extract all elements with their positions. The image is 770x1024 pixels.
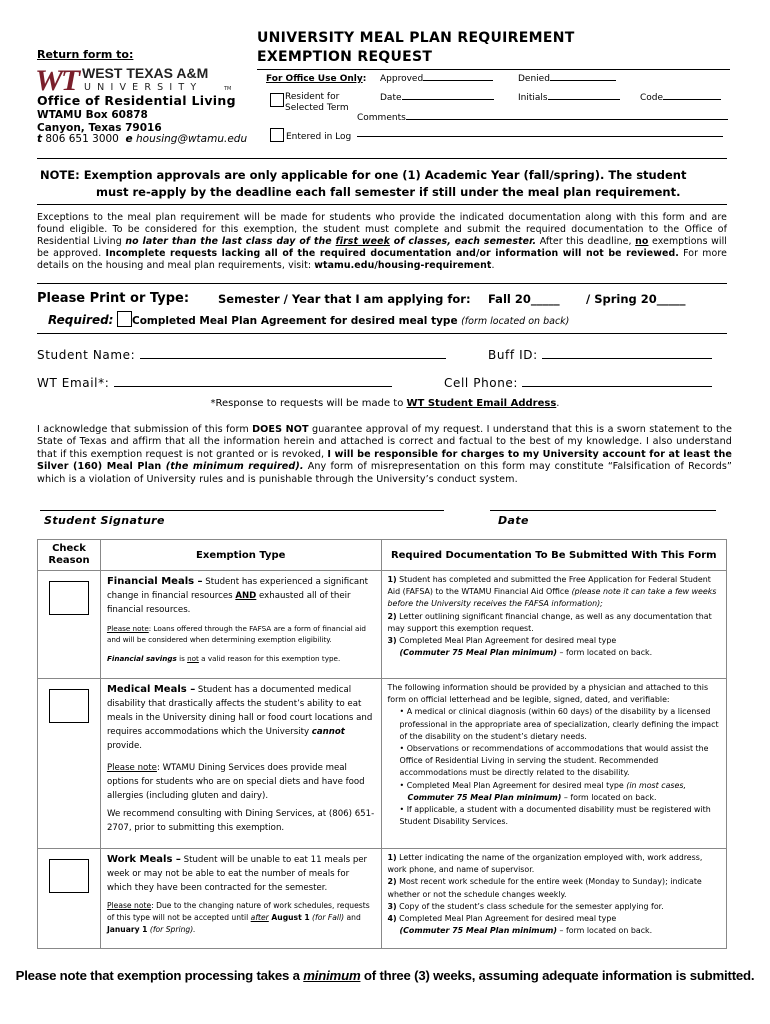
financial-docs: 1) Student has completed and submitted the Free Application for Federal Student Aid (FAFSA) to the WTAMU Financial Aid Office (please note it can take a few weeks before the University receives the FAFSA information); 2) Letter outlining significant financial change, as well as any documentation that may support this exemption request. 3) Completed Meal Plan Agreement for desired meal type (Commuter 75 Meal Plan minimum) – form located on back. (381, 571, 726, 679)
date-line[interactable] (490, 510, 716, 511)
work-checkbox[interactable] (49, 859, 89, 893)
title-line1: UNIVERSITY MEAL PLAN REQUIREMENT (257, 30, 575, 46)
medical-type: Medical Meals – Student has a documented medical disability that drastically affects the student’s ability to eat meals in the University dining hall or food court locations and requires accommodations which the University cannot provide. Please note: WTAMU Dining Services does provide meal options for students who are on special diets and have food allergies (including gluten and dairy). We recommend consulting with Dining Services, at (806) 651-2707, prior to submitting this exemption. (100, 679, 381, 849)
signature-line[interactable] (40, 510, 444, 511)
buff-id-field[interactable]: Buff ID: (488, 348, 712, 362)
response-note: *Response to requests will be made to WT Student Email Address. (210, 398, 560, 409)
comments-line2 (357, 136, 723, 137)
meal-plan-agreement-checkbox[interactable] (117, 311, 132, 327)
date-label: Date (498, 514, 529, 527)
title-line2: EXEMPTION REQUEST (257, 49, 433, 65)
please-print-label: Please Print or Type: (37, 291, 190, 306)
cell-phone-field[interactable]: Cell Phone: (444, 376, 712, 390)
address-line1: WTAMU Box 60878 (37, 109, 148, 121)
wt-logo: WT (34, 64, 79, 97)
student-signature-label: Student Signature (44, 514, 165, 527)
phone-number: 806 651 3000 (45, 133, 119, 145)
contact-line (37, 133, 247, 145)
logo-university-word: UNIVERSITY (84, 82, 203, 93)
note-block (40, 167, 730, 201)
note-line2: must re-apply by the deadline each fall semester if still under the meal plan requirement. (96, 185, 681, 199)
exceptions-paragraph: Exceptions to the meal plan requirement will be made for students who provide the indicated documentation along with this form and are found eligible. To be considered for this exemption, the student must complete and submit the required documentation to the Office of Residential Living no later than the last class day of the first week of classes, each semester. After this deadline, no exemptions will be approved. Incomplete requests lacking all of the required documentation and/or information will not be reviewed. For more details on the housing and meal plan requirements, visit: wtamu.edu/housing-requirement. (37, 212, 728, 271)
required-line: Required: Completed Meal Plan Agreement for desired meal type (form located on back) (48, 313, 570, 327)
exemption-table (37, 539, 727, 949)
entered-in-log: Entered in Log (270, 128, 351, 142)
work-type: Work Meals – Student will be unable to eat 11 meals per week or may not be able to eat the number of meals for which they have been contracted for the semester. Please note: Due to the changing nature of work schedules, requests of this type will not be accepted until after August 1 (for Fall) and January 1 (for Spring). (100, 849, 381, 949)
work-row (38, 849, 727, 949)
note-line1: NOTE: Exemption approvals are only applicable for one (1) Academic Year (fall/spring). The student (40, 168, 687, 182)
documentation-header: Required Documentation To Be Submitted With This Form (381, 540, 726, 571)
divider-top (37, 158, 727, 159)
fall-year-field[interactable]: Fall 20_____ (488, 292, 560, 306)
resident-selected-checkbox[interactable] (270, 93, 284, 107)
return-form-to: Return form to: (37, 48, 134, 61)
student-name-field[interactable]: Student Name: (37, 348, 446, 362)
financial-row (38, 571, 727, 679)
medical-checkbox[interactable] (49, 689, 89, 723)
phone-prefix: t (37, 133, 43, 145)
check-reason-header: Check Reason (38, 540, 101, 571)
entered-in-log-checkbox[interactable] (270, 128, 284, 142)
logo-university-name: WEST TEXAS A&M (82, 65, 209, 81)
financial-checkbox[interactable] (49, 581, 89, 615)
approved-field: Approved (380, 74, 493, 84)
work-docs: 1) Letter indicating the name of the organization employed with, work address, work phone, and name of supervisor. 2) Most recent work schedule for the entire week (Monday to Sunday); indicate whether or not the schedule changes weekly. 3) Copy of the student’s class schedule for the semester applying for. 4) Completed Meal Plan Agreement for desired meal type (Commuter 75 Meal Plan minimum) – form located on back. (381, 849, 726, 949)
exemption-type-header: Exemption Type (100, 540, 381, 571)
semester-label: Semester / Year that I am applying for: (218, 292, 471, 306)
spring-year-field[interactable]: / Spring 20_____ (586, 292, 686, 306)
logo-trademark: TM (224, 86, 232, 92)
date-field: Date (380, 93, 494, 103)
divider-required (37, 333, 727, 334)
footer-note: Please note that exemption processing takes a minimum of three (3) weeks, assuming adequate information is submitted. (15, 968, 755, 983)
divider-note (37, 204, 727, 205)
email-address: housing@wtamu.edu (136, 133, 248, 145)
financial-type: Financial Meals – Student has experienced a significant change in financial resources AND exhausted all of their financial resources. Please note: Loans offered through the FAFSA are a form of financial aid and will be considered when determining exemption eligibility. Financial savings is not a valid reason for this exemption type. (100, 571, 381, 679)
comments-field: Comments (357, 113, 728, 123)
denied-field: Denied (518, 74, 616, 84)
housing-requirement-link[interactable]: wtamu.edu/housing-requirement (314, 260, 492, 271)
medical-row (38, 679, 727, 849)
office-name: Office of Residential Living (37, 93, 236, 108)
code-field: Code (640, 93, 721, 103)
email-prefix: e (125, 133, 133, 145)
form-title (257, 29, 575, 67)
address-line2: Canyon, Texas 79016 (37, 122, 162, 134)
office-use-label: For Office Use Only: (266, 74, 367, 84)
medical-docs: The following information should be provided by a physician and attached to this form on official letterhead and be legible, signed, dated, and verifiable: • A medical or clinical diagnosis (within 60 days) of the disability by a licensed professional in the appropriate area of specialization, clearly defining the impact of the disability on the student’s dietary needs. • Observations or recommendations of accommodations that would assist the Office of Residential Living in serving the student. Recommended accommodations must be directly related to the disability. • Completed Meal Plan Agreement for desired meal type (in most cases, Commuter 75 Meal Plan minimum) – form located on back. • If applicable, a student with a documented disability must be registered with Student Disability Services. (381, 679, 726, 849)
acknowledgement-paragraph: I acknowledge that submission of this form DOES NOT guarantee approval of my request. I understand that this is a sworn statement to the State of Texas and affirm that all the information herein and attached is correct and factual to the best of my knowledge. I also understand that if this exemption request is not granted or is revoked, I will be responsible for charges to my University account for at least the Silver (160) Meal Plan (the minimum required). Any form of misrepresentation on this form may constitute “Falsification of Records” which is a violation of University rules and is punishable through the University’s conduct system. (37, 424, 733, 485)
initials-field: Initials (518, 93, 620, 103)
resident-selected-term: Resident for Selected Term (270, 92, 349, 114)
table-header-row (38, 540, 727, 571)
divider-exceptions (37, 283, 727, 284)
wt-email-field[interactable]: WT Email*: (37, 376, 392, 390)
